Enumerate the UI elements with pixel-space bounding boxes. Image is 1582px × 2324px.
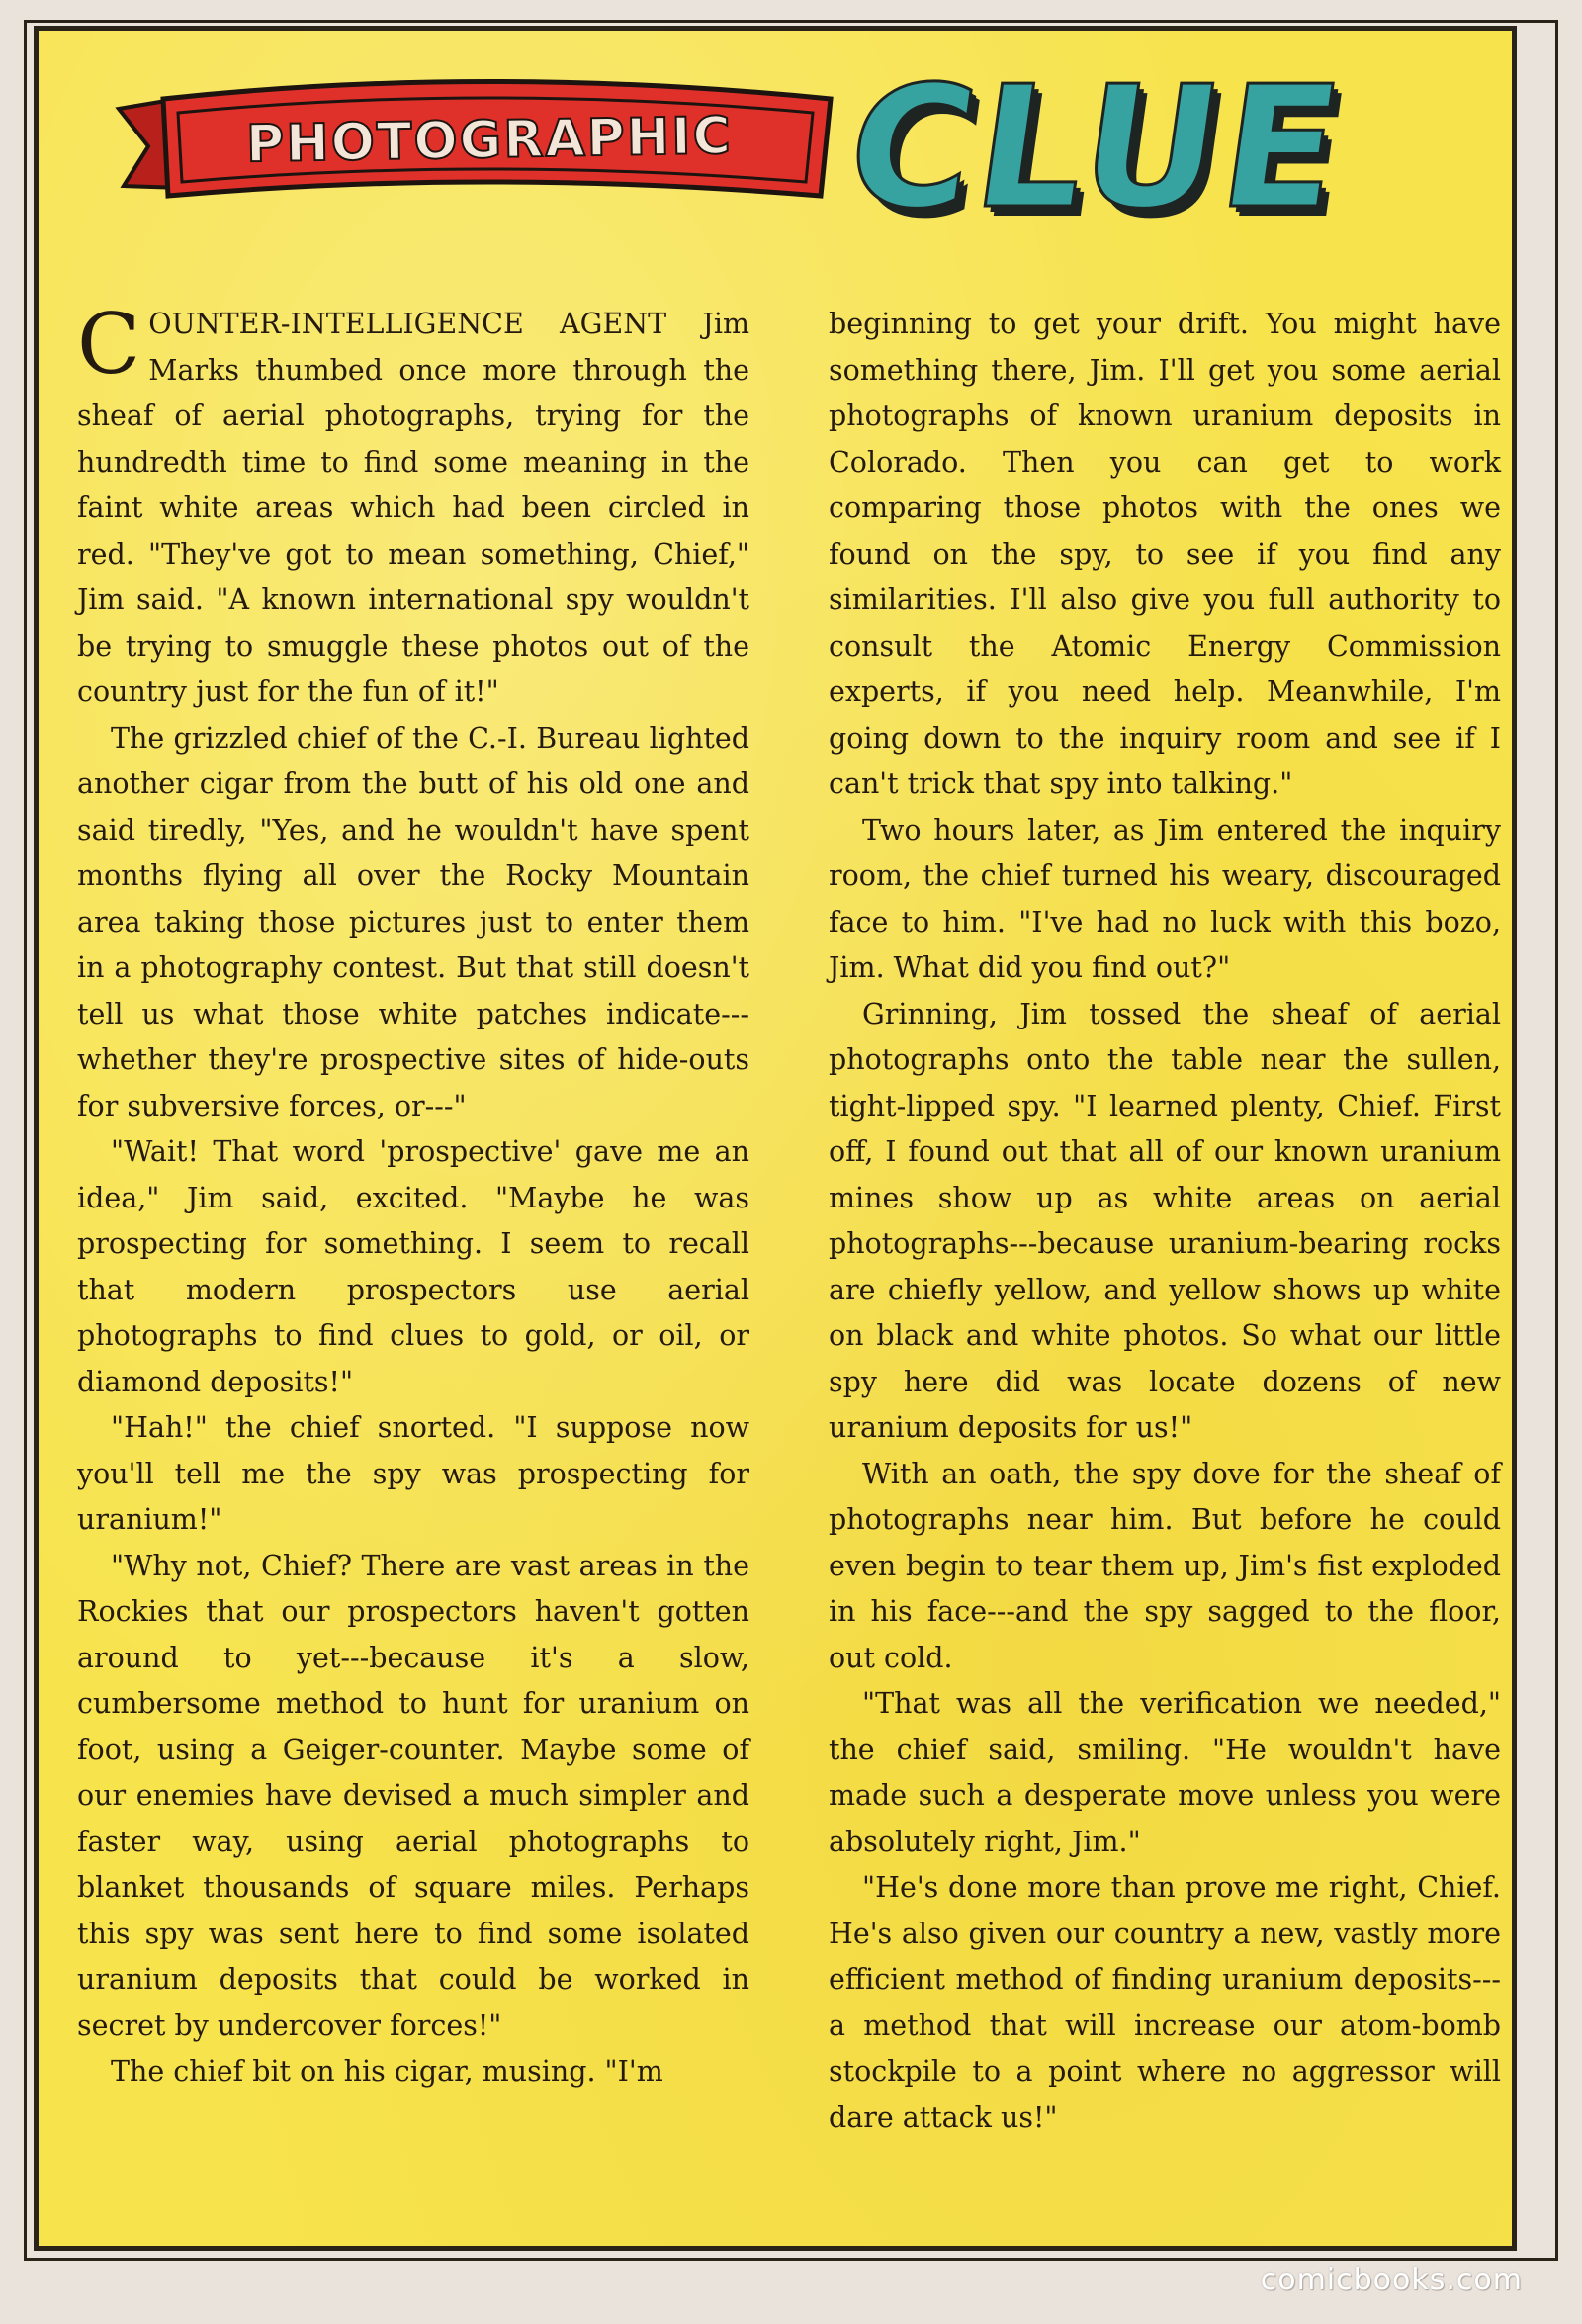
paragraph: "Hah!" the chief snorted. "I suppose now you'll tell me the spy was prospecting for uranium!" xyxy=(77,1411,749,1536)
title-banner xyxy=(109,69,860,218)
paragraph: Two hours later, as Jim entered the inquiry room, the chief turned his weary, discouraged face to him. "I've had no luck with this bozo, Jim. What did you find out?" xyxy=(829,813,1501,984)
paragraph: "He's done more than prove me right, Chief. He's also given our country a new, vastly more efficient method of finding uranium deposits---a method that will increase our atom-bomb stockpile to a point where no aggressor will dare attack us!" xyxy=(829,1871,1501,2134)
main-title: CLUE xyxy=(836,50,1357,246)
paragraph: "Why not, Chief? There are vast areas in the Rockies that our prospectors haven't gotten around to yet---because it's a slow, cumbersome method to hunt for uranium on foot, using a Geiger-counter. Maybe some of our enemies have devised a much simpler and faster way, using aerial photographs to blanket thousands of square miles. Perhaps this spy was sent here to find some isolated uranium deposits that could be worked in secret by undercover forces!" xyxy=(77,1549,749,2042)
paragraph-text: OUNTER-INTELLIGENCE AGENT Jim Marks thumbed once more through the sheaf of aerial photographs, trying for the hundredth time to find some meaning in the faint white areas which had been circled in red. "They've got to mean something, Chief," Jim said. "A known international spy wouldn't be trying to smuggle these photos out of the country just for the fun of it!" xyxy=(77,308,749,708)
right-column xyxy=(829,302,1501,2141)
paragraph: With an oath, the spy dove for the sheaf of photographs near him. But before he could even begin to tear them up, Jim's fist exploded in his face---and the spy sagged to the floor, out cold. xyxy=(829,1457,1501,1674)
paragraph: The grizzled chief of the C.-I. Bureau lighted another cigar from the butt of his old one and said tiredly, "Yes, and he wouldn't have spent months flying all over the Rocky Mountain area taking those pictures just to enter them in a photography contest. But that still doesn't tell us what those white patches indicate--- whether they're prospective sites of hide-outs for subversive forces, or---" xyxy=(77,721,749,1122)
left-column xyxy=(77,296,749,2096)
paragraph: beginning to get your drift. You might have something there, Jim. I'll get you some aerial photographs of known uranium deposits in Colorado. Then you can get to work comparing those photos with the ones we found on the spy, to see if you find any similarities. I'll also give you full authority to consult the Atomic Energy Commission experts, if you need help. Meanwhile, I'm going down to the inquiry room and see if I can't trick that spy into talking." xyxy=(829,308,1501,800)
paragraph: "Wait! That word 'prospective' gave me an idea," Jim said, excited. "Maybe he was prospecting for something. I seem to recall that modern prospectors use aerial photographs to find clues to gold, or oil, or diamond deposits!" xyxy=(77,1135,749,1398)
drop-cap: C xyxy=(77,296,141,393)
watermark: comicbooks.com xyxy=(1260,2263,1523,2297)
paragraph: The chief bit on his cigar, musing. "I'm xyxy=(111,2055,663,2088)
paragraph: "That was all the verification we needed," the chief said, smiling. "He wouldn't have made such a desperate move unless you were absolutely right, Jim." xyxy=(829,1687,1501,1858)
banner-title: PHOTOGRAPHIC xyxy=(245,106,734,175)
paragraph xyxy=(77,296,749,716)
paragraph: Grinning, Jim tossed the sheaf of aerial photographs onto the table near the sullen, tight-lipped spy. "I learned plenty, Chief. First off, I found out that all of our known uranium mines show up as white areas on aerial photographs---because uranium-bearing rocks are chiefly yellow, and yellow shows up white on black and white photos. So what our little spy here did was locate dozens of new uranium deposits for us!" xyxy=(829,997,1501,1444)
